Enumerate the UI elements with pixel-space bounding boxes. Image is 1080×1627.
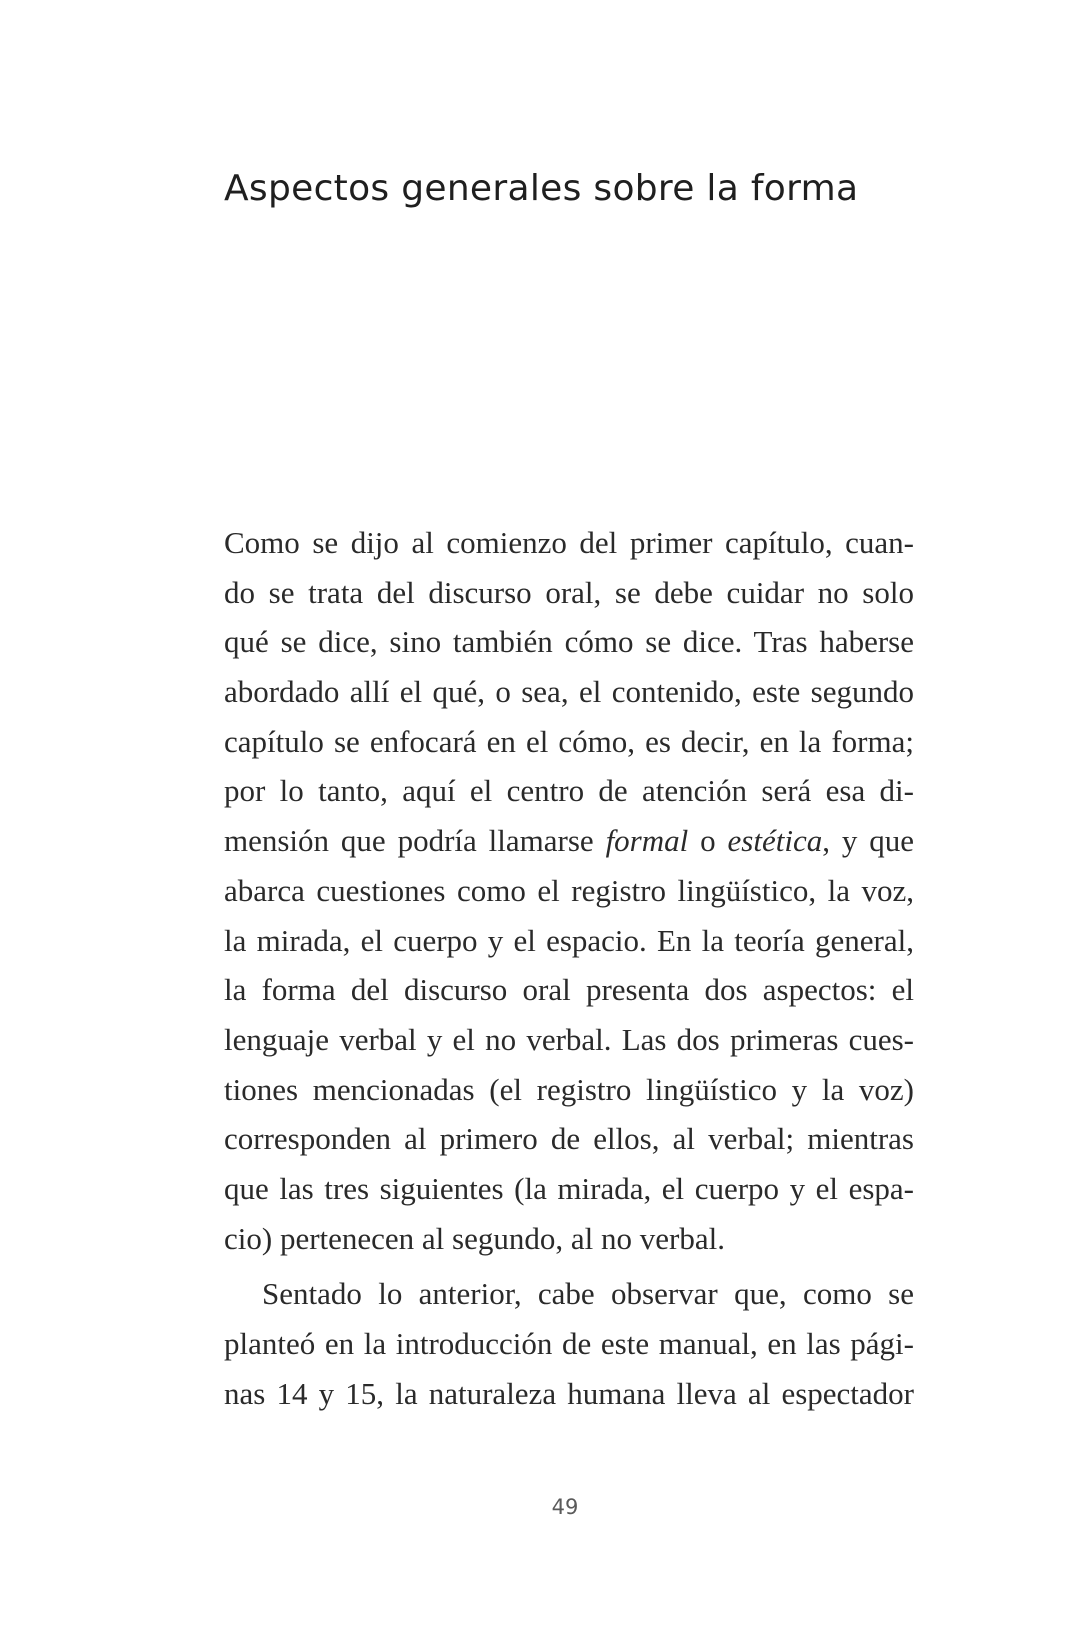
text-line: la forma del discurso oral presenta dos aspectos: el [224,972,914,1008]
paragraph-2 [224,1269,914,1418]
section-heading: Aspectos generales sobre la forma [224,168,859,209]
text-line: cio) pertenecen al segundo, al no verbal. [224,1220,725,1256]
text-line: qué se dice, sino también cómo se dice. Tras haberse [224,624,914,660]
text-line: por lo tanto, aquí el centro de atención será esa di- [224,773,914,809]
text-line: tiones mencionadas (el registro lingüístico y la voz) [224,1071,914,1107]
text-line: la mirada, el cuerpo y el espacio. En la teoría general, [224,922,914,958]
italic-term-estetica: estética [727,823,823,859]
text-line: lenguaje verbal y el no verbal. Las dos primeras cues- [224,1021,914,1057]
page-number: 49 [551,1495,579,1519]
text-run: mensión que podría llamarse [224,823,606,859]
italic-term-formal: formal [605,823,689,859]
text-line: planteó en la introducción de este manual, en las pági- [224,1326,914,1361]
paragraph-1 [224,518,914,1263]
text-line: abordado allí el qué, o sea, el contenido, este segundo [224,674,914,710]
text-line: que las tres siguientes (la mirada, el cuerpo y el espa- [224,1170,914,1206]
text-run: o [688,823,728,859]
text-line: do se trata del discurso oral, se debe cuidar no solo [224,574,914,610]
text-line: corresponden al primero de ellos, al verbal; mientras [224,1121,914,1157]
text-line: Sentado lo anterior, cabe observar que, como se [262,1276,914,1312]
text-line-with-italics [224,816,914,866]
text-line: nas 14 y 15, la naturaleza humana lleva al espectador [224,1375,914,1411]
text-line: capítulo se enfocará en el cómo, es decir, en la forma; [224,723,914,759]
text-run: , y que [822,823,915,859]
text-line: abarca cuestiones como el registro lingüístico, la voz, [224,872,914,908]
text-line: Como se dijo al comienzo del primer capítulo, cuan- [224,525,914,560]
body-text [224,518,914,1418]
